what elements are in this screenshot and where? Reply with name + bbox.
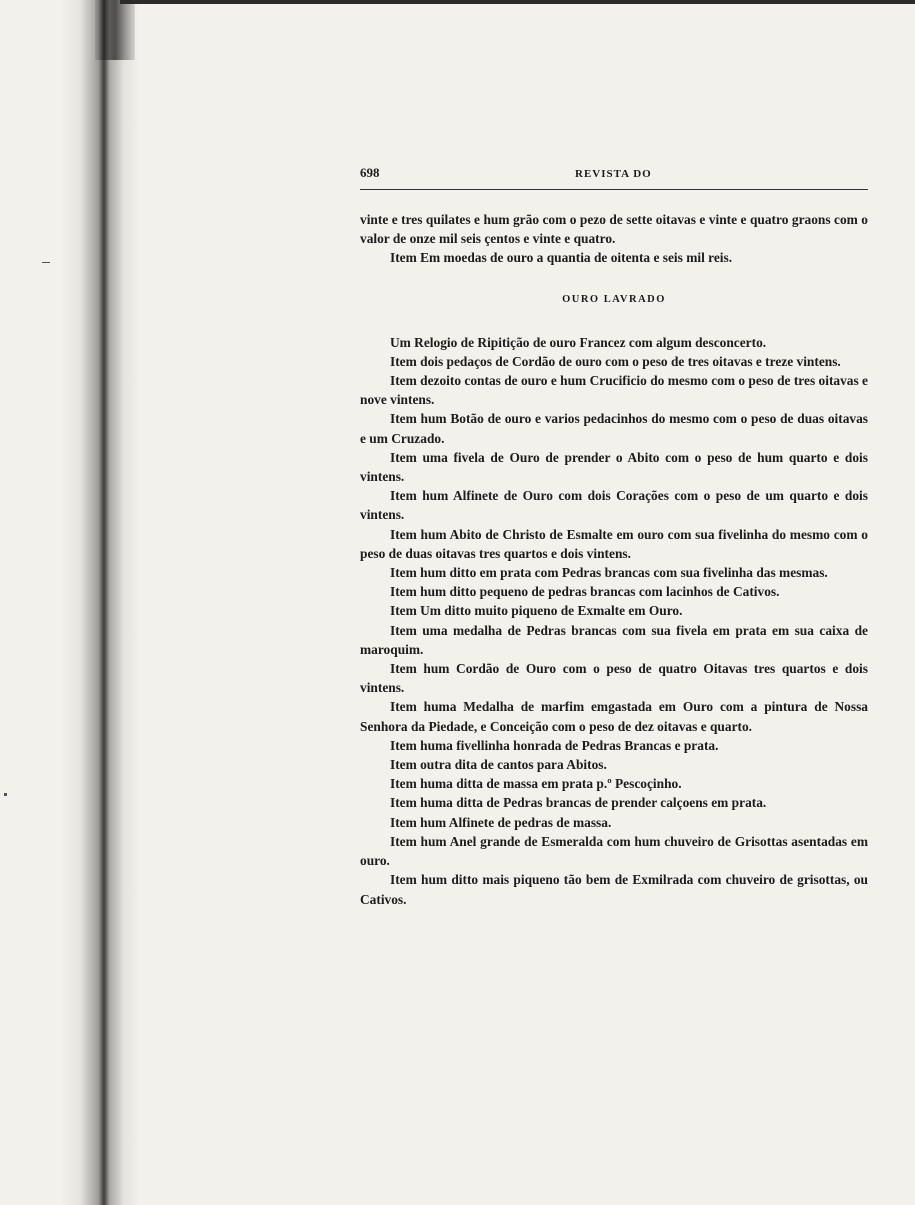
scan-speck [4, 793, 7, 796]
list-item: Item hum Botão de ouro e varios pedacinhos do mesmo com o peso de duas oitavas e um Cruzado. [360, 411, 868, 446]
list-item: Item uma fivela de Ouro de prender o Abito com o peso de hum quarto e dois vintens. [360, 449, 868, 485]
list-item: Item hum Alfinete de Ouro com dois Corações com o peso de um quarto e dois vintens. [360, 488, 868, 523]
running-title: REVISTA DO [575, 168, 652, 180]
list-item: Item huma ditta de massa em prata p.º Pescoçinho. [390, 776, 682, 792]
list-item: Item hum ditto em prata com Pedras brancas com sua fivelinha das mesmas. [390, 565, 828, 581]
list-item: Item dois pedaços de Cordão de ouro com o peso de tres oitavas e treze vintens. [390, 353, 841, 369]
book-spine-top-shadow [95, 0, 135, 60]
list-item: Item outra dita de cantos para Abitos. [390, 757, 607, 773]
intro-text [360, 210, 868, 268]
document-page [360, 165, 868, 909]
page-top-edge [120, 0, 915, 4]
list-item: Item hum Anel grande de Esmeralda com hum chuveiro de Grisottas asentadas em ouro. [360, 833, 868, 869]
list-item: Item uma medalha de Pedras brancas com sua fivela em prata em sua caixa de maroquim. [360, 622, 868, 657]
list-item: Item huma ditta de Pedras brancas de prender calçoens em prata. [390, 795, 767, 811]
list-item: Item hum Abito de Christo de Esmalte em ouro com sua fivelinha do mesmo com o peso de duas oitavas tres quartos e dois vintens. [360, 526, 868, 561]
book-gutter-shadow [60, 0, 140, 1205]
paragraph: Item Em moedas de ouro a quantia de oitenta e seis mil reis. [390, 250, 733, 266]
list-item: Item huma Medalha de marfim emgastada em Ouro com a pintura de Nossa Senhora da Piedade, e Conceição com o peso de dez oitavas e quarto. [360, 699, 868, 734]
inventory-list [360, 333, 868, 909]
list-item: Item hum Cordão de Ouro com o peso de quatro Oitavas tres quartos e dois vintens. [360, 661, 868, 696]
list-item: Um Relogio de Ripitição de ouro Francez com algum desconcerto. [390, 334, 767, 350]
section-title: OURO LAVRADO [562, 293, 666, 305]
page-number: 698 [360, 165, 380, 180]
list-item: Item Um ditto muito piqueno de Exmalte em Ouro. [390, 603, 683, 619]
list-item: Item huma fivellinha honrada de Pedras Brancas e prata. [390, 737, 719, 753]
list-item: Item hum ditto mais piqueno tão bem de Exmilrada com chuveiro de grisottas, ou Cativos. [360, 872, 868, 907]
list-item: Item hum Alfinete de pedras de massa. [390, 814, 612, 830]
list-item: Item hum ditto pequeno de pedras brancas com lacinhos de Cativos. [390, 584, 780, 600]
page-header [360, 165, 868, 190]
list-item: Item dezoito contas de ouro e hum Crucificio do mesmo com o peso de tres oitavas e nove vintens. [360, 373, 868, 408]
scan-speck [42, 262, 50, 263]
paragraph: vinte e tres quilates e hum grão com o pezo de sette oitavas e vinte e quatro graons com o valor de onze mil seis çentos e vinte e quatro. [360, 212, 868, 247]
